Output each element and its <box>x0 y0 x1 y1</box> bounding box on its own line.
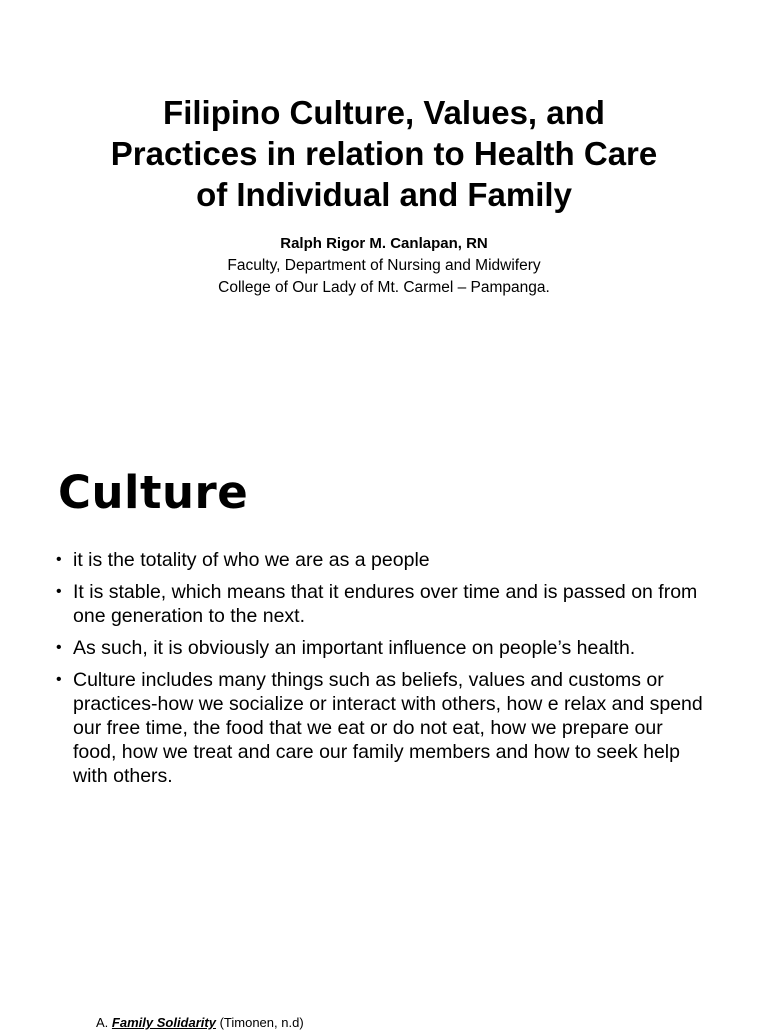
bullet-dot: • <box>56 583 62 600</box>
section-title: Family Solidarity <box>111 1015 216 1030</box>
section-citation: (Timonen, n.d) <box>219 1015 304 1030</box>
bullet-item <box>56 580 706 628</box>
bullet-text: it is the totality of who we are as a people <box>73 549 430 571</box>
culture-bullet-list <box>56 548 706 796</box>
affiliation-department: Faculty, Department of Nursing and Midwifery <box>227 257 541 274</box>
bullet-dot: • <box>56 671 62 688</box>
affiliation-college: College of Our Lady of Mt. Carmel – Pampanga. <box>218 279 550 296</box>
presentation-title: Filipino Culture, Values, and Practices in relation to Health Care of Individual and Family <box>110 94 658 213</box>
title-slide <box>0 92 768 299</box>
bullet-dot: • <box>56 639 62 656</box>
section-number: A. <box>96 1015 109 1030</box>
bullet-text: It is stable, which means that it endures over time and is passed on from one generation to the next. <box>73 581 698 627</box>
bullet-item <box>56 548 706 572</box>
author-name: Ralph Rigor M. Canlapan, RN <box>280 235 488 252</box>
next-section-preview <box>96 1014 304 1032</box>
bullet-text: Culture includes many things such as beliefs, values and customs or practices-how we socialize or interact with others, how e relax and spend our free time, the food that we eat or do not eat, how we prepare our food, how we treat and care our family members and how to seek help with others. <box>73 669 703 787</box>
bullet-dot: • <box>56 551 62 568</box>
culture-heading: Culture <box>58 466 249 519</box>
bullet-item <box>56 668 706 788</box>
bullet-text: As such, it is obviously an important influence on people’s health. <box>73 637 636 659</box>
bullet-item <box>56 636 706 660</box>
